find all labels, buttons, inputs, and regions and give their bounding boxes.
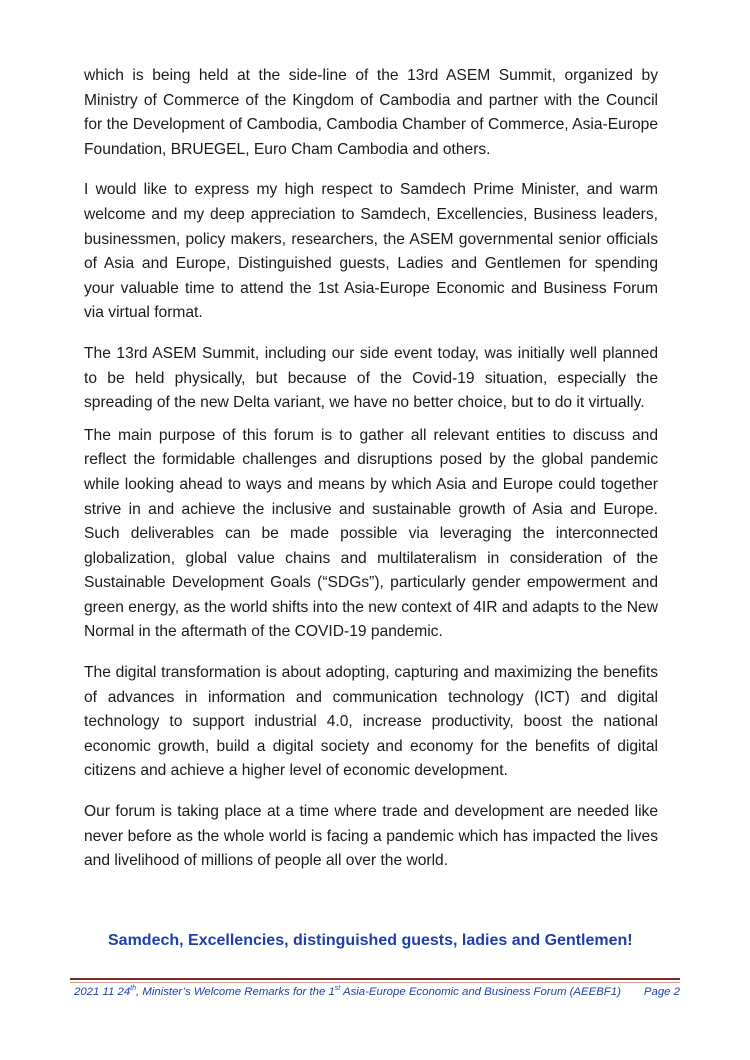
paragraph-digital-transformation: The digital transformation is about adopting, capturing and maximizing the benefits of advances in information and communication technology (ICT) and digital technology to support industrial 4.0, increase productivity, boost the national economic growth, build a digital society and economy for the benefits of digital citizens and achieve a higher level of economic development. [84, 664, 658, 780]
paragraph-respect-welcome: I would like to express my high respect to Samdech Prime Minister, and warm welcome and my deep appreciation to Samdech, Excellencies, Business leaders, businessmen, policy makers, researchers, the ASEM governmental senior officials of Asia and Europe, Distinguished guests, Ladies and Gentlemen for spending your valuable time to attend the 1st Asia-Europe Economic and Business Forum via virtual format. [84, 181, 658, 322]
body-text [84, 64, 658, 890]
paragraph-forum-timing: Our forum is taking place at a time where trade and development are needed like never before as the whole world is facing a pandemic which has impacted the lives and livelihood of millions of people all over the world. [84, 803, 658, 870]
page-footer [74, 986, 680, 998]
salutation-heading: Samdech, Excellencies, distinguished guests, ladies and Gentlemen! [108, 932, 633, 949]
footer-title: 2021 11 24th, Minister’s Welcome Remarks for the 1st Asia-Europe Economic and Business Forum (AEEBF1) [74, 985, 621, 998]
paragraph-summit-sideline: which is being held at the side-line of the 13rd ASEM Summit, organized by Ministry of Commerce of the Kingdom of Cambodia and partner with the Council for the Development of Cambodia, Cambodia Chamber of Commerce, Asia-Europe Foundation, BRUEGEL, Euro Cham Cambodia and others. [84, 67, 658, 158]
page-number: Page 2 [643, 986, 680, 998]
paragraph-forum-purpose: The main purpose of this forum is to gather all relevant entities to discuss and reflect the formidable challenges and disruptions posed by the global pandemic while looking ahead to ways and means by which Asia and Europe could together strive in and achieve the inclusive and sustainable growth of Asia and Europe. Such deliverables can be made possible via leveraging the interconnected globalization, global value chains and multilateralism in consideration of the Sustainable Development Goals (“SDGs”), particularly gender empowerment and green energy, as the world shifts into the new context of 4IR and adapts to the New Normal in the aftermath of the COVID-19 pandemic. [84, 426, 658, 641]
footer-divider [70, 978, 680, 980]
footer-divider-thin [70, 982, 680, 983]
paragraph-covid-virtual: The 13rd ASEM Summit, including our side event today, was initially well planned to be held physically, but because of the Covid-19 situation, especially the spreading of the new Delta variant, we have no better choice, but to do it virtually. [84, 344, 658, 412]
